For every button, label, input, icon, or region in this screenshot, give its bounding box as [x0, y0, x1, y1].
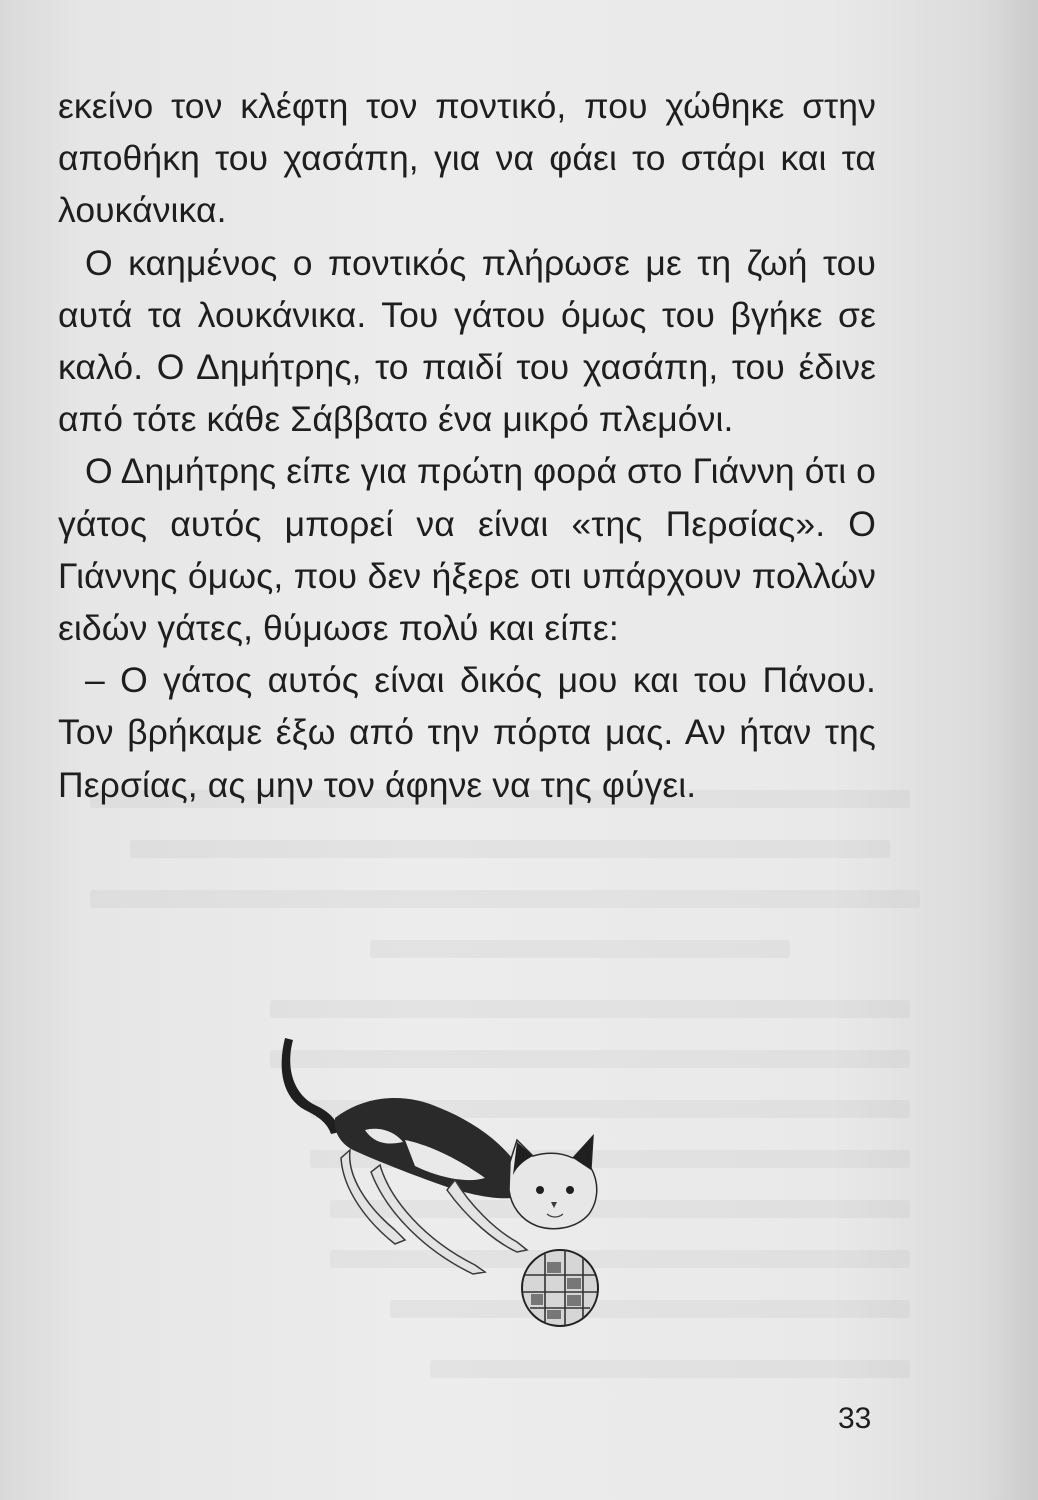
paragraph-4-dialogue: – Ο γάτος αυτός είναι δικός μου και του Πάνου. Τον βρήκαμε έξω από την πόρτα μας. Αν ήταν της Περσίας, ας μην τον άφηνε να της φύγει. [58, 660, 876, 805]
page-number: 33 [838, 1402, 872, 1435]
paragraph-3: Ο Δημήτρης είπε για πρώτη φορά στο Γιάννη ότι ο γάτος αυτός μπορεί να είναι «της Περσίας». Ο Γιάννης όμως, που δεν ήξερε οτι υπάρχουν πολλών ειδών γάτες, θύμωσε πολύ και είπε: [58, 451, 876, 649]
body-text [58, 80, 876, 811]
paragraph-1: εκείνο τον κλέφτη τον ποντικό, που χώθηκε στην αποθήκη του χασάπη, για να φάει το στάρι και τα λουκάνικα. [58, 86, 876, 231]
paragraph-2: Ο καημένος ο ποντικός πλήρωσε με τη ζωή του αυτά τα λουκάνικα. Του γάτου όμως του βγήκε σε καλό. Ο Δημήτρης, το παιδί του χασάπη, του έδινε από τότε κάθε Σάββατο ένα μικρό πλεμόνι. [58, 242, 876, 440]
cat-with-ball-illustration [255, 1000, 635, 1340]
ball-icon [522, 1250, 598, 1326]
cat-tail [282, 1038, 340, 1134]
